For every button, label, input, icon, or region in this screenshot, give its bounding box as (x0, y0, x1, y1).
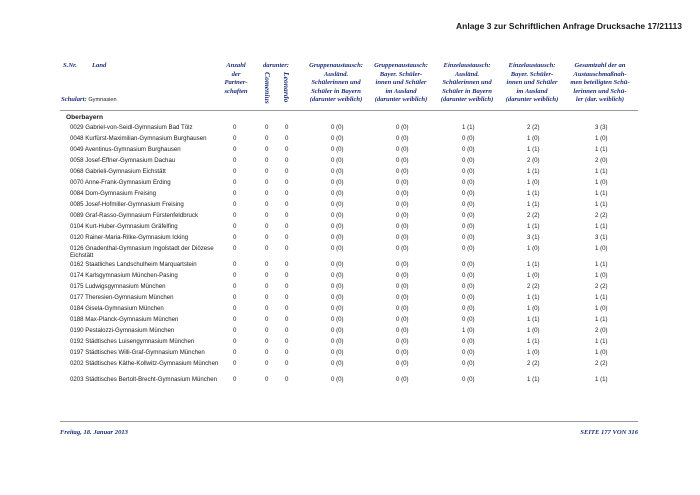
cell-b: 0 (265, 168, 269, 175)
cell-c: 0 (285, 124, 289, 131)
school-name: 0029 Gabriel-von-Seidl-Gymnasium Bad Tölz (70, 124, 193, 131)
cell-c: 0 (285, 305, 289, 312)
cell-t: 1 (0) (595, 272, 608, 279)
cell-a: 0 (233, 190, 237, 197)
cell-a: 0 (233, 135, 237, 142)
cell-g1: 0 (0) (331, 168, 344, 175)
cell-g2: 0 (0) (396, 376, 409, 383)
cell-t: 1 (1) (595, 146, 608, 153)
cell-g1: 0 (0) (331, 124, 344, 131)
cell-c: 0 (285, 190, 289, 197)
cell-e1: 0 (0) (462, 349, 475, 356)
cell-a: 0 (233, 360, 237, 367)
cell-t: 2 (2) (595, 212, 608, 219)
cell-g2: 0 (0) (396, 179, 409, 186)
cell-g2: 0 (0) (396, 272, 409, 279)
cell-e2: 2 (2) (527, 124, 540, 131)
cell-e2: 2 (0) (527, 157, 540, 164)
cell-g2: 0 (0) (396, 338, 409, 345)
schulart-value: Gymnasien (88, 97, 117, 103)
cell-b: 0 (265, 272, 269, 279)
cell-c: 0 (285, 146, 289, 153)
cell-t: 2 (0) (595, 327, 608, 334)
cell-a: 0 (233, 157, 237, 164)
header-col-single-out: Einzelaustausch: Bayer. Schüler- innen und Schüler im Ausland (darunter weiblich) (505, 62, 559, 104)
cell-g1: 0 (0) (331, 261, 344, 268)
school-name: 0202 Städtisches Käthe-Kollwitz-Gymnasium München (70, 360, 219, 367)
cell-t: 1 (1) (595, 294, 608, 301)
cell-b: 0 (265, 316, 269, 323)
cell-e1: 0 (0) (462, 190, 475, 197)
cell-e1: 0 (0) (462, 135, 475, 142)
cell-g1: 0 (0) (331, 135, 344, 142)
cell-e1: 0 (0) (462, 305, 475, 312)
cell-e2: 1 (1) (527, 146, 540, 153)
cell-t: 1 (1) (595, 261, 608, 268)
cell-e2: 1 (1) (527, 294, 540, 301)
school-name: 0203 Städtisches Bertolt-Brecht-Gymnasium München (70, 376, 217, 383)
cell-g1: 0 (0) (331, 376, 344, 383)
cell-e1: 0 (0) (462, 261, 475, 268)
header-col-single-in: Einzelaustausch: Ausländ. Schülerinnen und Schüler in Bayern (darunter weiblich) (440, 62, 494, 104)
cell-e2: 1 (0) (527, 272, 540, 279)
school-name: 0084 Dom-Gymnasium Freising (70, 190, 157, 197)
school-name: 0085 Josef-Hofmiller-Gymnasium Freising (70, 201, 184, 208)
cell-g2: 0 (0) (396, 305, 409, 312)
cell-e1: 0 (0) (462, 146, 475, 153)
header-land: Land (92, 62, 107, 69)
cell-a: 0 (233, 124, 237, 131)
cell-g2: 0 (0) (396, 190, 409, 197)
cell-e2: 2 (2) (527, 212, 540, 219)
cell-a: 0 (233, 376, 237, 383)
cell-e1: 0 (0) (462, 201, 475, 208)
cell-c: 0 (285, 212, 289, 219)
cell-e2: 1 (1) (527, 338, 540, 345)
cell-a: 0 (233, 179, 237, 186)
cell-g1: 0 (0) (331, 223, 344, 230)
cell-a: 0 (233, 168, 237, 175)
cell-t: 2 (2) (595, 283, 608, 290)
cell-b: 0 (265, 305, 269, 312)
header-col-group-in: Gruppenaustausch: Ausländ. Schülerinnen und Schüler in Bayern (darunter weiblich) (309, 62, 363, 104)
cell-e1: 0 (0) (462, 212, 475, 219)
cell-e2: 2 (2) (527, 360, 540, 367)
school-name: 0190 Pestalozzi-Gymnasium München (70, 327, 175, 334)
cell-b: 0 (265, 179, 269, 186)
school-name: 0120 Rainer-Maria-Rilke-Gymnasium Icking (70, 234, 189, 241)
cell-e1: 1 (0) (462, 327, 475, 334)
cell-c: 0 (285, 245, 289, 252)
cell-t: 1 (1) (595, 190, 608, 197)
cell-c: 0 (285, 201, 289, 208)
cell-b: 0 (265, 327, 269, 334)
cell-a: 0 (233, 316, 237, 323)
cell-g2: 0 (0) (396, 327, 409, 334)
cell-t: 1 (0) (595, 349, 608, 356)
cell-g1: 0 (0) (331, 316, 344, 323)
cell-b: 0 (265, 245, 269, 252)
cell-g2: 0 (0) (396, 316, 409, 323)
cell-e1: 0 (0) (462, 376, 475, 383)
cell-e1: 1 (1) (462, 124, 475, 131)
cell-t: 3 (1) (595, 234, 608, 241)
cell-g2: 0 (0) (396, 135, 409, 142)
cell-b: 0 (265, 146, 269, 153)
footer-date: Freitag, 18. Januar 2013 (60, 429, 128, 436)
cell-c: 0 (285, 234, 289, 241)
cell-b: 0 (265, 261, 269, 268)
cell-e1: 0 (0) (462, 360, 475, 367)
cell-g1: 0 (0) (331, 201, 344, 208)
cell-e2: 2 (2) (527, 283, 540, 290)
cell-b: 0 (265, 283, 269, 290)
cell-e2: 1 (1) (527, 190, 540, 197)
cell-g2: 0 (0) (396, 212, 409, 219)
cell-c: 0 (285, 327, 289, 334)
cell-e2: 3 (1) (527, 234, 540, 241)
school-name: 0070 Anne-Frank-Gymnasium Erding (70, 179, 171, 186)
cell-g1: 0 (0) (331, 283, 344, 290)
cell-t: 1 (1) (595, 338, 608, 345)
cell-c: 0 (285, 157, 289, 164)
cell-e2: 1 (0) (527, 135, 540, 142)
cell-e2: 1 (1) (527, 376, 540, 383)
cell-g1: 0 (0) (331, 157, 344, 164)
cell-a: 0 (233, 272, 237, 279)
cell-c: 0 (285, 294, 289, 301)
cell-g1: 0 (0) (331, 212, 344, 219)
cell-b: 0 (265, 360, 269, 367)
cell-g2: 0 (0) (396, 124, 409, 131)
school-name: 0126 Gnadenthal-Gymnasium Ingolstadt der Diözese Eichstätt (70, 245, 214, 260)
school-name: 0192 Städtisches Luisengymnasium München (70, 338, 195, 345)
cell-e2: 1 (0) (527, 179, 540, 186)
header-comenius: Comenius (263, 72, 272, 104)
cell-c: 0 (285, 360, 289, 367)
cell-b: 0 (265, 223, 269, 230)
cell-g1: 0 (0) (331, 305, 344, 312)
cell-g2: 0 (0) (396, 294, 409, 301)
cell-a: 0 (233, 261, 237, 268)
school-name: 0184 Gisela-Gymnasium München (70, 305, 164, 312)
header-leonardo: Leonardo (282, 72, 291, 103)
cell-a: 0 (233, 212, 237, 219)
cell-g2: 0 (0) (396, 261, 409, 268)
cell-c: 0 (285, 316, 289, 323)
cell-a: 0 (233, 283, 237, 290)
cell-g1: 0 (0) (331, 245, 344, 252)
cell-c: 0 (285, 349, 289, 356)
cell-t: 1 (1) (595, 376, 608, 383)
cell-t: 2 (0) (595, 157, 608, 164)
cell-e2: 1 (1) (527, 201, 540, 208)
cell-a: 0 (233, 294, 237, 301)
cell-g1: 0 (0) (331, 190, 344, 197)
cell-c: 0 (285, 338, 289, 345)
cell-e1: 0 (0) (462, 316, 475, 323)
cell-e2: 1 (0) (527, 245, 540, 252)
cell-t: 1 (0) (595, 305, 608, 312)
cell-g1: 0 (0) (331, 294, 344, 301)
cell-g1: 0 (0) (331, 234, 344, 241)
cell-c: 0 (285, 135, 289, 142)
cell-e1: 0 (0) (462, 168, 475, 175)
cell-t: 1 (0) (595, 245, 608, 252)
cell-t: 2 (2) (595, 360, 608, 367)
cell-e1: 0 (0) (462, 272, 475, 279)
school-name: 0162 Staatliches Landschulheim Marquartstein (70, 261, 197, 268)
cell-t: 1 (0) (595, 135, 608, 142)
cell-e1: 0 (0) (462, 338, 475, 345)
cell-e2: 1 (0) (527, 349, 540, 356)
cell-a: 0 (233, 201, 237, 208)
school-name: 0068 Gabrieli-Gymnasium Eichstätt (70, 168, 166, 175)
school-name: 0058 Josef-Effner-Gymnasium Dachau (70, 157, 176, 164)
schulart-label: Schulart: (61, 96, 87, 103)
cell-b: 0 (265, 157, 269, 164)
school-name: 0049 Aventinus-Gymnasium Burghausen (70, 146, 181, 153)
cell-t: 3 (3) (595, 124, 608, 131)
cell-t: 1 (1) (595, 201, 608, 208)
cell-g2: 0 (0) (396, 349, 409, 356)
cell-c: 0 (285, 261, 289, 268)
school-name: 0197 Städtisches Willi-Graf-Gymnasium München (70, 349, 205, 356)
cell-g1: 0 (0) (331, 349, 344, 356)
cell-b: 0 (265, 190, 269, 197)
cell-g2: 0 (0) (396, 223, 409, 230)
cell-g2: 0 (0) (396, 168, 409, 175)
header-schulart (61, 96, 117, 103)
cell-b: 0 (265, 212, 269, 219)
cell-b: 0 (265, 376, 269, 383)
cell-e1: 0 (0) (462, 223, 475, 230)
cell-g2: 0 (0) (396, 360, 409, 367)
cell-e1: 0 (0) (462, 234, 475, 241)
cell-g1: 0 (0) (331, 360, 344, 367)
cell-e2: 1 (0) (527, 305, 540, 312)
cell-g1: 0 (0) (331, 179, 344, 186)
header-snr: S.Nr. (63, 62, 77, 69)
header-anzahl: Anzahl der Partner- schaften (224, 62, 248, 95)
cell-b: 0 (265, 349, 269, 356)
header-col-total: Gesamtzahl der an Austauschmaßnah- men beteiligten Schü- lerinnen und Schü- ler (dar. weiblich) (570, 62, 630, 104)
cell-e2: 1 (1) (527, 223, 540, 230)
cell-c: 0 (285, 283, 289, 290)
cell-g2: 0 (0) (396, 283, 409, 290)
cell-g2: 0 (0) (396, 234, 409, 241)
school-name: 0174 Karlsgymnasium München-Pasing (70, 272, 178, 279)
cell-a: 0 (233, 327, 237, 334)
cell-c: 0 (285, 179, 289, 186)
cell-b: 0 (265, 124, 269, 131)
cell-g1: 0 (0) (331, 338, 344, 345)
header-darunter: darunter: (262, 62, 289, 69)
school-name: 0188 Max-Planck-Gymnasium München (70, 316, 179, 323)
cell-t: 1 (0) (595, 179, 608, 186)
cell-a: 0 (233, 146, 237, 153)
header-rule (60, 110, 638, 111)
cell-g1: 0 (0) (331, 146, 344, 153)
cell-c: 0 (285, 376, 289, 383)
cell-e1: 0 (0) (462, 179, 475, 186)
cell-g2: 0 (0) (396, 146, 409, 153)
region-heading: Oberbayern (66, 114, 104, 121)
cell-c: 0 (285, 272, 289, 279)
cell-a: 0 (233, 349, 237, 356)
cell-t: 1 (1) (595, 168, 608, 175)
school-name: 0177 Theresien-Gymnasium München (70, 294, 174, 301)
cell-a: 0 (233, 338, 237, 345)
cell-e2: 1 (0) (527, 327, 540, 334)
cell-a: 0 (233, 245, 237, 252)
cell-b: 0 (265, 135, 269, 142)
footer-page: SEITE 177 VON 316 (580, 429, 638, 436)
footer-rule (60, 421, 638, 422)
cell-a: 0 (233, 234, 237, 241)
cell-g2: 0 (0) (396, 201, 409, 208)
cell-g1: 0 (0) (331, 327, 344, 334)
cell-t: 1 (1) (595, 316, 608, 323)
cell-e2: 1 (1) (527, 168, 540, 175)
school-name: 0089 Graf-Rasso-Gymnasium Fürstenfeldbruck (70, 212, 199, 219)
table-header (60, 62, 638, 112)
cell-g2: 0 (0) (396, 157, 409, 164)
cell-e2: 1 (1) (527, 261, 540, 268)
document-title: Anlage 3 zur Schriftlichen Anfrage Drucksache 17/21113 (456, 21, 682, 31)
cell-e1: 0 (0) (462, 294, 475, 301)
cell-b: 0 (265, 201, 269, 208)
cell-e1: 0 (0) (462, 157, 475, 164)
cell-c: 0 (285, 223, 289, 230)
cell-b: 0 (265, 234, 269, 241)
cell-e1: 0 (0) (462, 245, 475, 252)
cell-c: 0 (285, 168, 289, 175)
cell-a: 0 (233, 223, 237, 230)
cell-t: 1 (1) (595, 223, 608, 230)
school-name: 0104 Kurt-Huber-Gymnasium Gräfelfing (70, 223, 178, 230)
school-name: 0048 Kurfürst-Maximilian-Gymnasium Burghausen (70, 135, 207, 142)
header-col-group-out: Gruppenaustausch: Bayer. Schüler- innen und Schüler im Ausland (darunter weiblich) (374, 62, 428, 104)
cell-b: 0 (265, 338, 269, 345)
cell-b: 0 (265, 294, 269, 301)
cell-a: 0 (233, 305, 237, 312)
cell-e2: 1 (1) (527, 316, 540, 323)
cell-e1: 0 (0) (462, 283, 475, 290)
school-name: 0175 Ludwigsgymnasium München (70, 283, 166, 290)
cell-g1: 0 (0) (331, 272, 344, 279)
cell-g2: 0 (0) (396, 245, 409, 252)
